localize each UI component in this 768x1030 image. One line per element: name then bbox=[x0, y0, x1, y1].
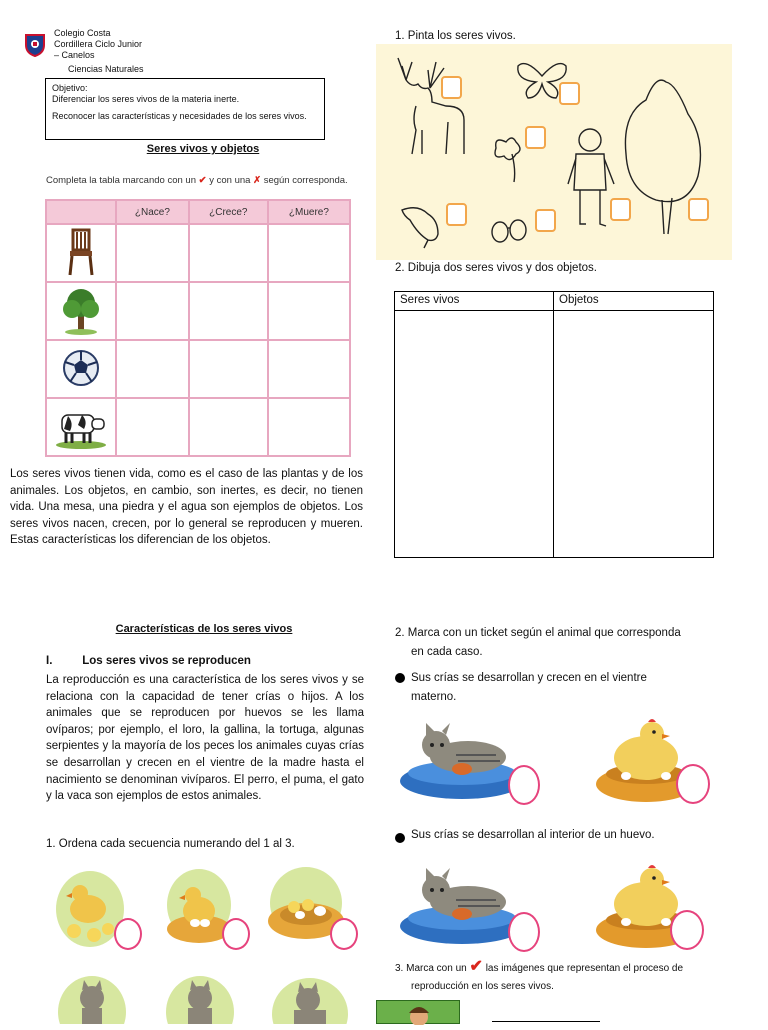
cell-nace[interactable] bbox=[116, 224, 189, 282]
task-3-line-2: reproducción en los seres vivos. bbox=[411, 981, 554, 992]
task-pinta: 1. Pinta los seres vivos. bbox=[395, 30, 516, 42]
header-empty bbox=[46, 200, 116, 224]
header-seres-vivos: Seres vivos bbox=[400, 294, 460, 306]
color-box[interactable] bbox=[688, 198, 709, 221]
answer-circle[interactable] bbox=[670, 910, 704, 950]
subsection-number: I. bbox=[46, 655, 53, 667]
subject-label: Ciencias Naturales bbox=[68, 64, 144, 74]
answer-circle[interactable] bbox=[330, 918, 358, 950]
bullet-1-line-1: Sus crías se desarrollan y crecen en el vientre bbox=[411, 672, 647, 684]
check-table bbox=[45, 199, 351, 457]
bullet-icon bbox=[395, 833, 405, 843]
instruction-middle: y con una bbox=[209, 175, 251, 186]
school-logo bbox=[24, 33, 46, 57]
sequence-cat-3 bbox=[264, 972, 354, 1024]
task-marca-ticket bbox=[395, 624, 681, 662]
answer-circle[interactable] bbox=[222, 918, 250, 950]
instruction-before: Completa la tabla marcando con un bbox=[46, 175, 196, 186]
section-title-seres-vivos: Seres vivos y objetos bbox=[146, 143, 260, 155]
table-instruction bbox=[46, 175, 348, 186]
objective-box bbox=[45, 78, 325, 140]
cell-crece[interactable] bbox=[189, 282, 268, 340]
cell-nace[interactable] bbox=[116, 398, 189, 456]
instruction-after: según corresponda. bbox=[263, 175, 348, 186]
cell-nace[interactable] bbox=[116, 340, 189, 398]
cell-nace[interactable] bbox=[116, 282, 189, 340]
header-objetos: Objetos bbox=[559, 294, 599, 306]
cow-icon bbox=[46, 398, 116, 456]
color-box[interactable] bbox=[446, 203, 467, 226]
color-box[interactable] bbox=[535, 209, 556, 232]
task-3-after: las imágenes que representan el proceso de bbox=[485, 963, 684, 974]
school-name bbox=[54, 28, 164, 61]
answer-circle[interactable] bbox=[114, 918, 142, 950]
cell-crece[interactable] bbox=[189, 398, 268, 456]
objective-line-2: Reconocer las características y necesidades de los seres vivos. bbox=[52, 111, 307, 121]
bullet-oviparos: Sus crías se desarrollan al interior de un huevo. bbox=[411, 829, 655, 841]
answer-circle[interactable] bbox=[508, 765, 540, 805]
bullet-1-line-2: materno. bbox=[411, 691, 457, 703]
subsection-title bbox=[46, 655, 251, 667]
bullet-viviparos bbox=[411, 669, 647, 707]
answer-circle[interactable] bbox=[508, 912, 540, 952]
color-box[interactable] bbox=[559, 82, 580, 105]
cell-muere[interactable] bbox=[268, 340, 350, 398]
school-line-2: Cordillera Ciclo Junior bbox=[54, 39, 143, 49]
sequence-cat-1 bbox=[52, 972, 132, 1024]
section-title-caracteristicas: Características de los seres vivos bbox=[115, 623, 293, 635]
task-marca-line-2: en cada caso. bbox=[411, 646, 483, 658]
cell-crece[interactable] bbox=[189, 224, 268, 282]
cell-muere[interactable] bbox=[268, 224, 350, 282]
cell-muere[interactable] bbox=[268, 398, 350, 456]
table-row bbox=[46, 224, 350, 282]
objective-label: Objetivo: bbox=[52, 83, 88, 93]
cell-muere[interactable] bbox=[268, 282, 350, 340]
tree-icon bbox=[46, 282, 116, 340]
school-line-1: Colegio Costa bbox=[54, 28, 111, 38]
color-box[interactable] bbox=[525, 126, 546, 149]
cell-crece[interactable] bbox=[189, 340, 268, 398]
paragraph-reproduccion: La reproducción es una característica de los seres vivos y se relaciona con la capacidad de tener crías o hijos. A los animales que se reproducen por huevos se les llama ovíparos; por ejemplo, el loro, la gallina, la tortuga, algunas serpientes y la mayoría de los peces los animales cuyas crías se desarrollan y crecen en el vientre de la madre hasta el nacimiento se denominan vivíparos. El perro, el puma, el gato y la vaca son ejemplos de estos animales. bbox=[46, 674, 364, 803]
table-row bbox=[46, 282, 350, 340]
sequence-cat-2 bbox=[160, 972, 240, 1024]
table-row bbox=[46, 398, 350, 456]
check-table-header bbox=[46, 200, 350, 224]
color-box[interactable] bbox=[610, 198, 631, 221]
person-image bbox=[376, 1000, 460, 1024]
school-line-3: – Canelos bbox=[54, 50, 95, 60]
paragraph-seres-vivos: Los seres vivos tienen vida, como es el caso de las plantas y de los animales. Los objetos, en cambio, son inertes, es decir, no tienen vida. Una mesa, una piedra y el agua son ejemplos de objetos. Los seres vivos nacen, crecen, por lo general se reproducen y mueren. Estas características los diferencian de los objetos. bbox=[10, 468, 363, 547]
image-frame-edge bbox=[492, 1021, 600, 1022]
task-dibuja: 2. Dibuja dos seres vivos y dos objetos. bbox=[395, 262, 597, 274]
draw-table bbox=[394, 291, 714, 558]
check-mark-icon: ✔ bbox=[198, 175, 207, 186]
task-3 bbox=[395, 958, 683, 996]
draw-area-seres-vivos[interactable] bbox=[395, 311, 553, 557]
chair-icon bbox=[46, 224, 116, 282]
task-marca-line-1: 2. Marca con un ticket según el animal que corresponda bbox=[395, 627, 681, 639]
header-crece: ¿Crece? bbox=[189, 200, 268, 224]
cross-mark-icon: ✗ bbox=[253, 175, 262, 186]
bullet-icon bbox=[395, 673, 405, 683]
color-box[interactable] bbox=[441, 76, 462, 99]
subsection-label: Los seres vivos se reproducen bbox=[82, 655, 251, 667]
task-order: 1. Ordena cada secuencia numerando del 1 al 3. bbox=[46, 838, 295, 850]
answer-circle[interactable] bbox=[676, 764, 710, 804]
task-3-before: 3. Marca con un bbox=[395, 963, 467, 974]
objective-line-1: Diferenciar los seres vivos de la materia inerte. bbox=[52, 94, 240, 104]
ball-icon bbox=[46, 340, 116, 398]
check-mark-icon: ✔ bbox=[469, 958, 483, 975]
table-row bbox=[46, 340, 350, 398]
header-muere: ¿Muere? bbox=[268, 200, 350, 224]
draw-area-objetos[interactable] bbox=[554, 311, 713, 557]
header-nace: ¿Nace? bbox=[116, 200, 189, 224]
